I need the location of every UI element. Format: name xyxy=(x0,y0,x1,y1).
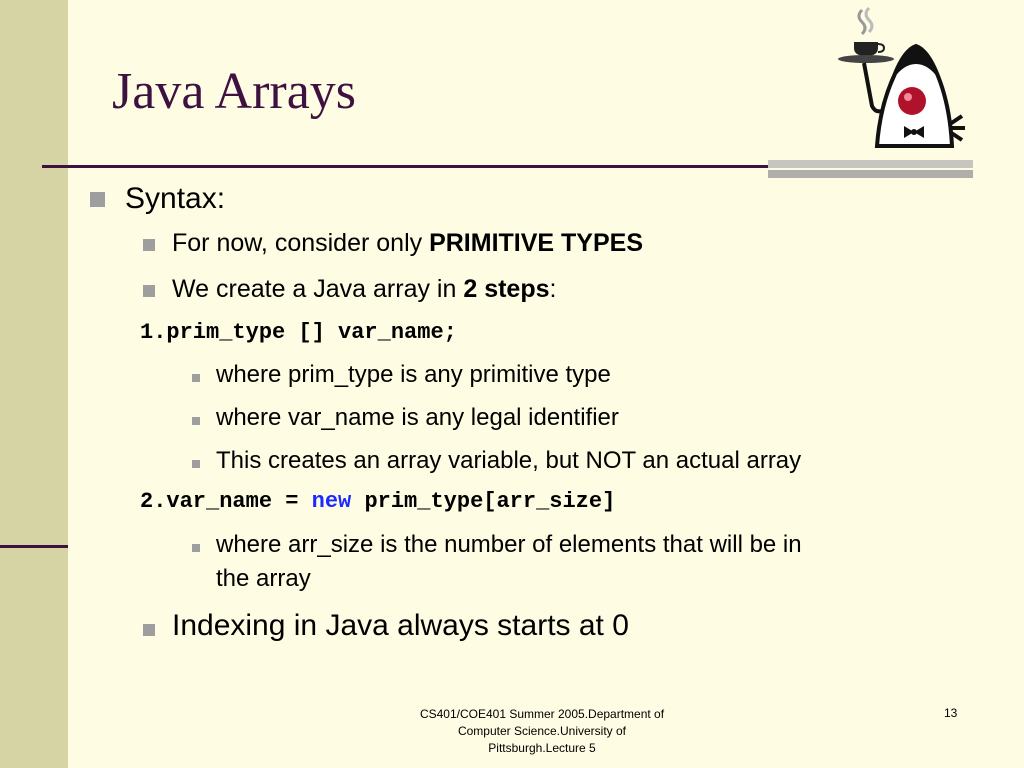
title-accent-bar xyxy=(768,160,973,168)
page-number: 13 xyxy=(944,706,958,720)
sub-bullet-var-name: where var_name is any legal identifier xyxy=(216,404,619,431)
bullet-create xyxy=(172,275,556,304)
bullet-indexing: Indexing in Java always starts at 0 xyxy=(172,609,629,642)
sub-bullet-prim-type: where prim_type is any primitive type xyxy=(216,361,611,388)
bullet-square xyxy=(192,544,200,552)
bullet-square xyxy=(192,417,200,425)
code-step-2 xyxy=(140,489,615,514)
bullet-square xyxy=(143,239,155,251)
footer-line-2: Computer Science.University of xyxy=(457,724,627,738)
sub-bullet-arr-size-cont: the array xyxy=(216,565,311,592)
bullet-syntax: Syntax: xyxy=(125,182,226,215)
code-step-2-part-a: 2.var_name = xyxy=(140,489,312,514)
bullet-for-now xyxy=(172,229,643,258)
left-band-divider xyxy=(0,545,68,548)
code-step-1: 1.prim_type [] var_name; xyxy=(140,320,457,345)
title-accent-bar-2 xyxy=(768,170,973,178)
bullet-square xyxy=(143,285,155,297)
java-duke-waiter-icon xyxy=(832,6,972,158)
code-keyword-new: new xyxy=(311,489,352,514)
bullet-create-text: We create a Java array in xyxy=(172,275,464,303)
bullet-create-bold: 2 steps xyxy=(463,275,550,303)
sub-bullet-arr-size: where arr_size is the number of elements that will be in xyxy=(216,531,802,558)
slide-footer xyxy=(380,706,704,757)
footer-line-3: Pittsburgh.Lecture 5 xyxy=(488,741,596,755)
left-decorative-band xyxy=(0,0,68,768)
slide-title: Java Arrays xyxy=(112,63,357,120)
bullet-square xyxy=(192,460,200,468)
footer-line-1: CS401/COE401 Summer 2005.Department of xyxy=(419,707,665,721)
bullet-square xyxy=(143,624,155,636)
sub-bullet-creates-variable: This creates an array variable, but NOT an actual array xyxy=(216,447,802,474)
bullet-for-now-text: For now, consider only xyxy=(172,229,430,257)
code-step-2-part-b: prim_type[arr_size] xyxy=(351,489,616,514)
bullet-create-suffix: : xyxy=(549,275,557,303)
bullet-square xyxy=(192,374,200,382)
bullet-for-now-bold: PRIMITIVE TYPES xyxy=(429,229,644,257)
bullet-square xyxy=(90,192,105,207)
